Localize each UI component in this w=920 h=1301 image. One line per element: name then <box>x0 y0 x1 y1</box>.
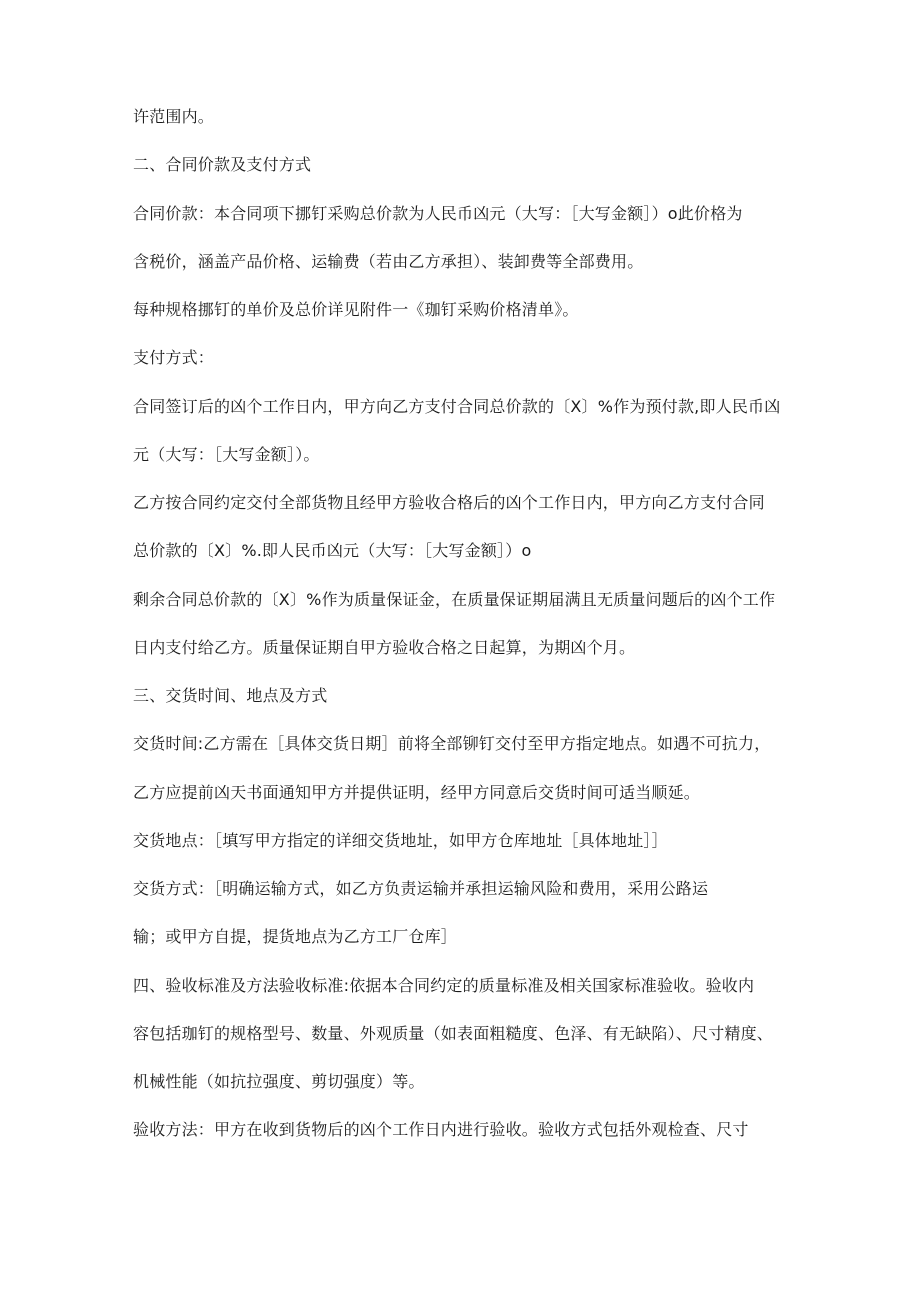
text-line: 合同价款：本合同项下挪钉采购总价款为人民币凶元（大写：［大写金额］）o此价格为 <box>133 204 743 223</box>
text-line: 每种规格挪钉的单价及总价详见附件一《珈钉采购价格清单》。 <box>133 300 579 319</box>
text-line: 支付方式： <box>133 348 215 367</box>
text-line: 交货时间:乙方需在［具体交货日期］前将全部铆钉交付至甲方指定地点。如遇不可抗力， <box>133 734 771 753</box>
text-line: 乙方应提前凶天书面通知甲方并提供证明，经甲方同意后交货时间可适当顺延。 <box>133 783 701 802</box>
text-line: 输；或甲方自提，提货地点为乙方工厂仓库］ <box>133 927 458 946</box>
section-heading: 四、验收标准及方法验收标准:依据本合同约定的质量标准及相关国家标准验收。验收内 <box>133 976 755 995</box>
text-line: 总价款的〔X〕%.即人民币凶元（大写：［大写金额］）o <box>133 541 532 560</box>
section-heading: 二、合同价款及支付方式 <box>133 155 312 174</box>
section-heading: 三、交货时间、地点及方式 <box>133 686 328 705</box>
text-line: 合同签订后的凶个工作日内，甲方向乙方支付合同总价款的〔X〕%作为预付款,即人民币凶 <box>133 397 781 416</box>
text-line: 交货方式：［明确运输方式，如乙方负责运输并承担运输风险和费用，采用公路运 <box>133 879 709 898</box>
text-line: 含税价，涵盖产品价格、运输费（若由乙方承担）、装卸费等全部费用。 <box>133 252 644 271</box>
text-line: 乙方按合同约定交付全部货物且经甲方验收合格后的凶个工作日内，甲方向乙方支付合同 <box>133 493 765 512</box>
text-line: 元（大写：［大写金额］）。 <box>133 445 320 464</box>
text-line: 验收方法：甲方在收到货物后的凶个工作日内进行验收。验收方式包括外观检查、尺寸 <box>133 1120 749 1139</box>
text-line: 交货地点：［填写甲方指定的详细交货地址，如甲方仓库地址［具体地址］］ <box>133 831 668 850</box>
text-line: 机械性能（如抗拉强度、剪切强度）等。 <box>133 1072 425 1091</box>
text-line: 许范围内。 <box>133 107 215 126</box>
text-line: 剩余合同总价款的〔X〕%作为质量保证金，在质量保证期届满且无质量问题后的凶个工作 <box>133 590 776 609</box>
text-line: 容包括珈钉的规格型号、数量、外观质量（如表面粗糙度、色泽、有无缺陷）、尺寸精度、 <box>133 1024 774 1043</box>
text-line: 日内支付给乙方。质量保证期自甲方验收合格之日起算，为期凶个月。 <box>133 638 636 657</box>
